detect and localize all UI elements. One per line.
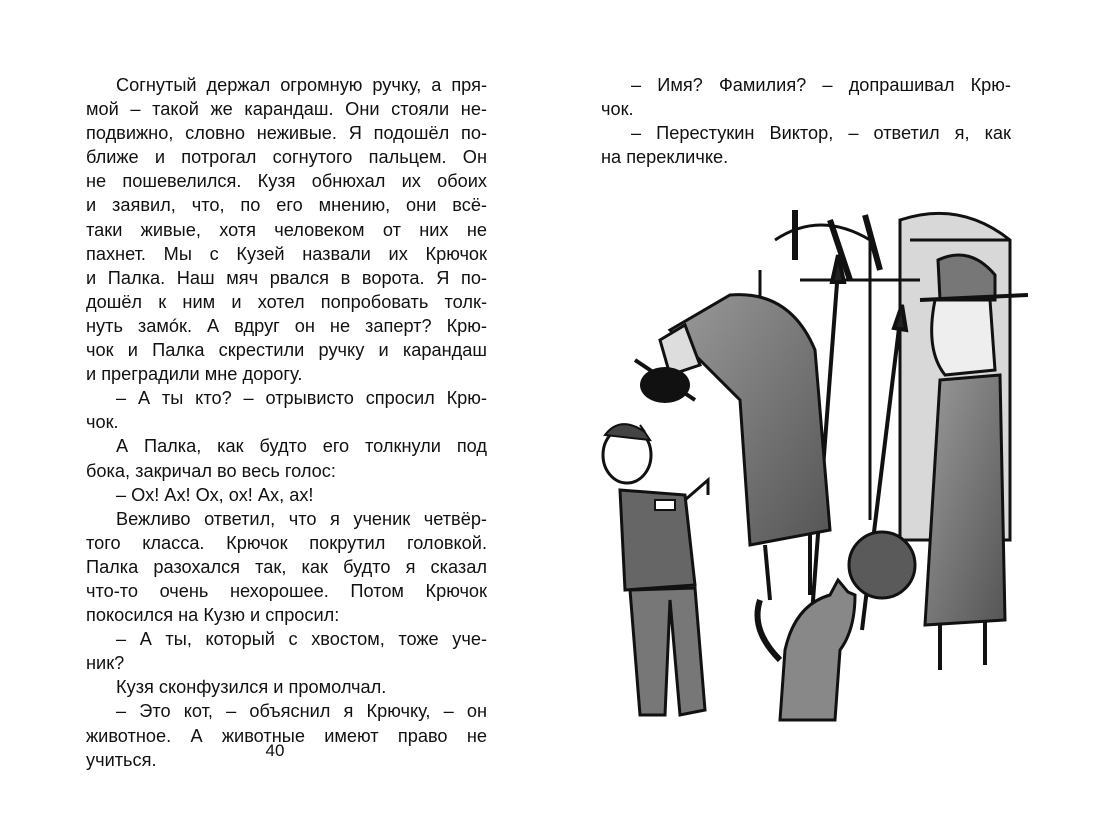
text-line: Палка разохался так, как будто я сказал [86,556,487,577]
right-text-column [601,73,1011,169]
text-line: животное. А животные имеют право не [86,725,487,746]
text-line: не пошевелился. Кузя обнюхал их обоих [86,171,487,192]
left-text-column [86,73,487,772]
text-line: Вежливо ответил, что я ученик четвёр- [116,508,487,529]
text-line: того класса. Крючок покрутил головкой. [86,532,487,553]
text-line: ближе и потрогал согнутого пальцем. Он [86,147,487,168]
text-line: подвижно, словно неживые. Я подошёл по- [86,123,487,144]
text-line: чок и Палка скрестили ручку и карандаш [86,340,487,361]
text-line: таки живые, хотя человеком от них не [86,219,487,240]
boy-figure [603,424,708,715]
ball-illustration [849,532,915,598]
text-line: пахнет. Мы с Кузей назвали их Крючок [86,243,487,264]
text-line: – Перестукин Виктор, – ответил я, как [631,123,1011,144]
text-line: что-то очень нехорошее. Потом Крючок [86,580,487,601]
text-line: А Палка, как будто его толкнули под [116,436,487,457]
text-line: и Палка. Наш мяч рвался в ворота. Я по- [86,267,487,288]
palka-figure [920,255,1028,670]
text-line: – А ты кто? – отрывисто спросил Крю- [116,388,487,409]
text-line: и преградили мне дорогу. [86,364,303,385]
text-line: учиться. [86,749,157,770]
text-line: чок. [86,412,119,433]
illustration [600,200,1030,740]
text-line: покосился на Кузю и спросил: [86,605,340,626]
text-line: на перекличке. [601,147,729,168]
text-line: Кузя сконфузился и промолчал. [116,677,387,698]
cat-figure [758,580,856,720]
text-line: – А ты, который с хвостом, тоже уче- [116,629,487,650]
text-line: мой – такой же карандаш. Они стояли не- [86,99,487,120]
text-line: бока, закричал во весь голос: [86,460,336,481]
text-line: – Это кот, – объяснил я Крючку, – он [116,701,487,722]
text-line: чок. [601,99,634,120]
text-line: ник? [86,653,125,674]
text-line: нуть замóк. А вдруг он не заперт? Крю- [86,315,487,336]
text-line: дошёл к ним и хотел попробовать толк- [86,291,487,312]
page-number: 40 [265,741,285,760]
text-line: – Имя? Фамилия? – допрашивал Крю- [631,75,1011,95]
text-line: Согнутый держал огромную ручку, а пря- [116,75,487,95]
text-line: и заявил, что, по его мнению, они всё- [86,195,487,216]
text-line: – Ох! Ах! Ох, ох! Ах, ах! [116,484,314,505]
